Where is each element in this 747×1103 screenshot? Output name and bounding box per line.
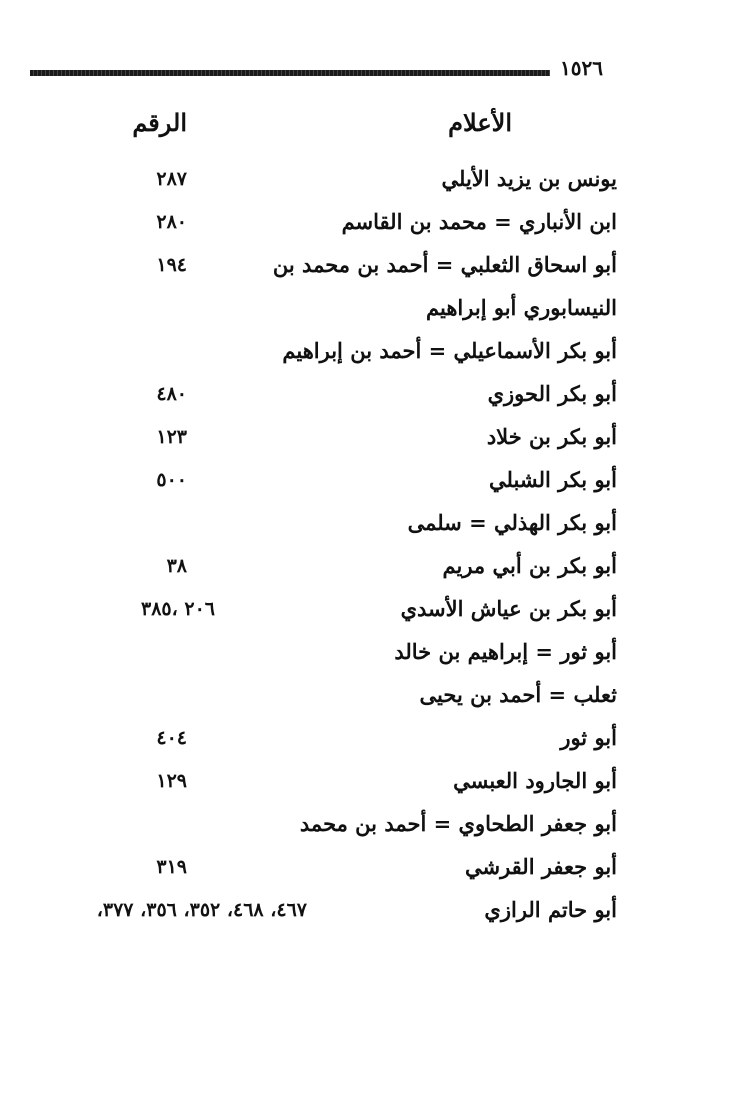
entry-name: أبو بكر الأسماعيلي = أحمد بن إبراهيم <box>282 338 617 363</box>
index-row <box>0 506 747 549</box>
number-column-header: الرقم <box>132 108 187 137</box>
index-row <box>0 807 747 850</box>
index-row <box>0 549 747 592</box>
entry-number: ٤٨٠ <box>156 383 187 405</box>
entry-name: أبو ثور <box>560 725 617 750</box>
entry-name: أبو بكر بن عياش الأسدي <box>400 596 617 621</box>
entry-name: أبو اسحاق الثعلبي = أحمد بن محمد بن <box>272 252 617 277</box>
entry-name: ثعلب = أحمد بن يحيى <box>419 682 617 707</box>
index-row <box>0 420 747 463</box>
header-rule <box>30 70 550 76</box>
entry-number: ٢٨٠ <box>156 211 187 233</box>
entry-name: أبو بكر الحوزي <box>487 381 617 406</box>
entry-name: أبو حاتم الرازي <box>484 897 617 922</box>
index-row <box>0 205 747 248</box>
index-row <box>0 721 747 764</box>
entry-number: ٢٠٦ ،٣٨٥ <box>141 598 215 620</box>
index-row <box>0 850 747 893</box>
entry-number: ١٩٤ <box>156 254 187 276</box>
index-row <box>0 162 747 205</box>
index-row <box>0 291 747 334</box>
index-row <box>0 334 747 377</box>
index-row <box>0 893 747 936</box>
entry-number: ٢٨٧ <box>156 168 187 190</box>
entry-name: أبو بكر الشبلي <box>489 467 617 492</box>
entry-number: ٣٨ <box>166 555 187 577</box>
entry-name: النيسابوري أبو إبراهيم <box>426 295 617 320</box>
entry-name: ابن الأنباري = محمد بن القاسم <box>341 209 617 234</box>
index-row <box>0 377 747 420</box>
index-row <box>0 764 747 807</box>
entry-name: يونس بن يزيد الأيلي <box>441 166 617 191</box>
index-row <box>0 678 747 721</box>
index-row <box>0 248 747 291</box>
entry-number: ١٢٩ <box>156 770 187 792</box>
index-row <box>0 592 747 635</box>
entry-number: ٥٠٠ <box>156 469 187 491</box>
entry-number: ٣١٩ <box>156 856 187 878</box>
page-number: ١٥٢٦ <box>560 56 603 80</box>
index-list <box>0 162 747 936</box>
entry-name: أبو بكر بن خلاد <box>486 424 617 449</box>
entry-number: ١٢٣ <box>156 426 187 448</box>
entry-name: أبو الجارود العبسي <box>453 768 617 793</box>
entry-number: ٤٠٤ <box>156 727 187 749</box>
entry-name: أبو ثور = إبراهيم بن خالد <box>394 639 617 664</box>
entry-name: أبو جعفر القرشي <box>464 854 617 879</box>
entry-name: أبو جعفر الطحاوي = أحمد بن محمد <box>299 811 617 836</box>
index-row <box>0 463 747 506</box>
entry-name: أبو بكر الهذلي = سلمى <box>407 510 617 535</box>
entry-number: ٤٦٧، ٤٦٨، ٣٥٢، ٣٥٦، ٣٧٧، <box>96 899 307 921</box>
index-row <box>0 635 747 678</box>
names-column-header: الأعلام <box>448 108 512 137</box>
entry-name: أبو بكر بن أبي مريم <box>442 553 617 578</box>
